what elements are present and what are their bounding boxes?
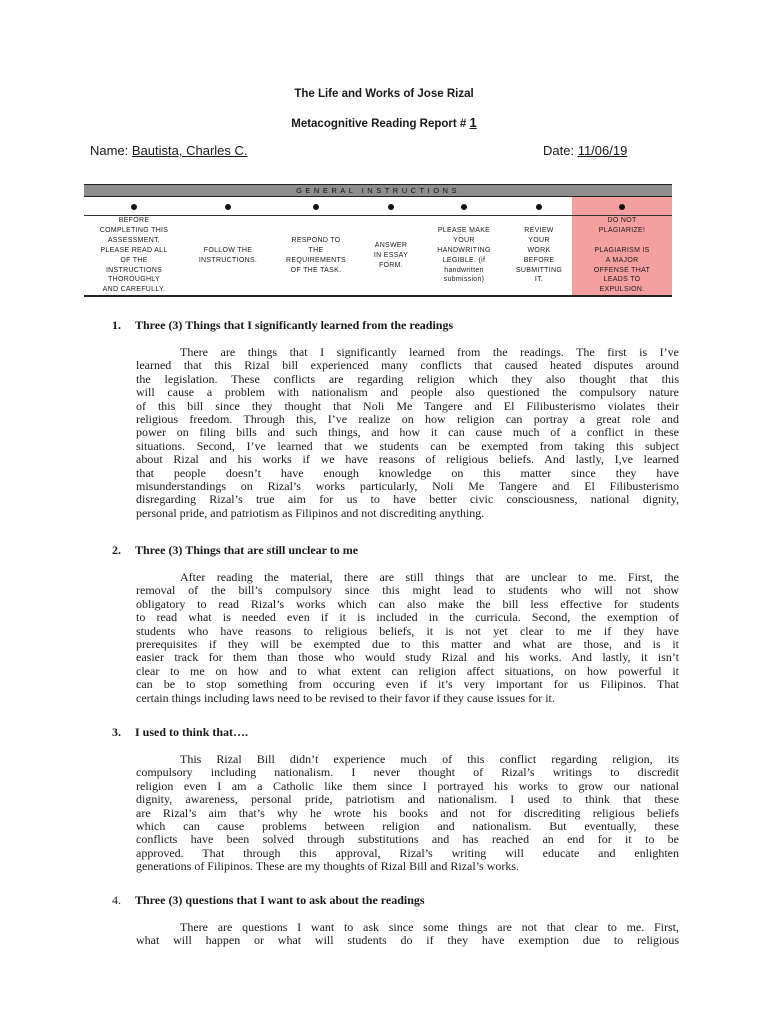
instruction-line: YOUR	[528, 236, 550, 244]
instruction-line: DO NOT	[607, 217, 637, 224]
paragraph-line: to read what is needed even if it is included in the curricula. Second, the exemption of	[136, 610, 679, 625]
paragraph-line: easier track for them than those who would study Rizal and his works. And lastly, it isn’t	[136, 650, 679, 665]
instructions-header: GENERAL INSTRUCTIONS	[84, 185, 672, 197]
instruction-4	[360, 216, 422, 297]
section-number: 2.	[112, 543, 121, 557]
instruction-line: INSTRUCTIONS	[105, 266, 163, 274]
instruction-bullet	[184, 197, 272, 216]
instruction-bullet	[84, 197, 184, 216]
paragraph-line: misunderstandings on Rizal’s works particularly, Noli Me Tangere and El Filibusterismo	[136, 478, 679, 493]
paragraph-line: compulsory including nationalism. I never thought of Rizal’s writings to discredit	[136, 765, 679, 780]
number-7-icon	[619, 204, 625, 210]
paragraph-line: will cause a problem with nationalism and people also questioned the compulsory nature	[136, 385, 679, 400]
paragraph-line: can be to stop something from occuring even if it’s very important for us Filipinos. That	[136, 677, 679, 692]
paragraph-line: religion even I am a Catholic like them since I portrayed his works to grow our national	[136, 778, 679, 793]
instruction-line: PLEASE READ ALL	[100, 246, 168, 254]
instruction-line: SUBMITTING	[515, 266, 563, 274]
paragraph-line: what will happen or what will students do if they have exemption due to religious	[136, 933, 679, 948]
paragraph-line: There are questions I want to ask since some things are not that clear to me. First,	[180, 920, 679, 934]
instruction-bullet	[422, 197, 506, 216]
instruction-line: OF THE	[120, 256, 148, 264]
section-heading-text: I used to think that….	[135, 725, 249, 739]
instruction-line: AND CAREFULLY.	[102, 286, 166, 294]
instruction-text-row	[84, 216, 672, 297]
instruction-bullet	[572, 197, 672, 216]
paragraph-line: certain things including laws need to be revised to their favor if they cause issues for it.	[136, 690, 555, 705]
section-number: 4.	[112, 893, 121, 907]
instruction-bullet	[506, 197, 572, 216]
general-instructions-table	[84, 184, 672, 297]
instruction-line: EXPULSION.	[599, 286, 645, 294]
date-field	[543, 143, 627, 158]
section-4-paragraph	[136, 921, 679, 948]
section-heading-text: Three (3) Things that I significantly learned from the readings	[135, 318, 454, 332]
instruction-line	[572, 236, 672, 246]
number-5-icon	[461, 204, 467, 210]
paragraph-line: which can cause problems between religion and nationalism. But eventually, these	[136, 818, 679, 833]
number-1-icon	[131, 204, 137, 210]
instruction-line: IT.	[534, 276, 544, 284]
instruction-line: REVIEW	[524, 226, 554, 234]
paragraph-line: personal pride, and patriotism as Filipinos and not discrediting anything.	[136, 505, 485, 520]
instruction-line: BEFORE	[118, 217, 150, 224]
instruction-line: BEFORE	[523, 256, 555, 264]
name-label: Name:	[90, 143, 132, 158]
instruction-line: FOLLOW THE	[203, 246, 253, 254]
paragraph-line: clear to me on how and to what extent can religion affect situations, on how powerful it	[136, 663, 679, 678]
section-number: 3.	[112, 725, 121, 739]
number-6-icon	[536, 204, 542, 210]
paragraph-line: that people doesn’t have enough knowledge on this matter since they have	[136, 465, 679, 480]
instruction-line: OF THE TASK.	[290, 266, 342, 274]
instruction-line: LEGIBLE. (if	[442, 256, 486, 264]
paragraph-line: conflicts have been solved through substitutions and has reached an end for it to be	[136, 832, 679, 847]
instruction-line: YOUR	[453, 236, 475, 244]
instruction-7	[572, 216, 672, 297]
paragraph-line: situations. Second, I’ve learned that we students can be exempted from taking this subject	[136, 438, 679, 453]
instruction-1	[84, 216, 184, 297]
paragraph-line: learned that this Rizal bill experienced many conflicts that caused heated disputes around	[136, 358, 679, 373]
paragraph-line: students who have reasons to religious beliefs, it is not yet clear to me if they have	[136, 623, 679, 638]
report-number: 1	[469, 115, 477, 130]
section-heading-text: Three (3) questions that I want to ask about the readings	[135, 893, 425, 907]
name-value: Bautista, Charles C.	[131, 143, 248, 158]
instruction-line: ANSWER	[374, 241, 408, 249]
instruction-line: RESPOND TO	[291, 236, 341, 244]
paragraph-line: of this bill since they thought that Noli Me Tangere and El Filibusterismo violates their	[136, 398, 679, 413]
document-title: The Life and Works of Jose Rizal	[294, 88, 474, 100]
number-2-icon	[225, 204, 231, 210]
instruction-line: handwritten	[444, 266, 484, 274]
paragraph-line: about Rizal and his works if we have reasons of religious beliefs. And lastly, I,ve learned	[136, 452, 679, 467]
instruction-bullet	[272, 197, 360, 216]
date-label: Date:	[543, 143, 578, 158]
section-heading-text: Three (3) Things that are still unclear to me	[135, 543, 359, 557]
paragraph-line: power on filing bills and such things, and how it can cause much of a conflict in these	[136, 425, 679, 440]
paragraph-line: generations of Filipinos. These are my thoughts of Rizal Bill and Rizal’s works.	[136, 859, 520, 874]
instruction-line: FORM.	[378, 261, 404, 269]
paragraph-line: After reading the material, there are still things that are unclear to me. First, the	[180, 570, 679, 584]
paragraph-line: dignity, awareness, personal pride, patriotism and nationalism. I used to think that these	[136, 792, 679, 807]
section-2-heading	[112, 543, 358, 558]
paragraph-line: prerequisites if they will be exempted due to this matter and what are those, and is it	[136, 636, 679, 651]
instruction-line: PLEASE MAKE	[437, 226, 491, 234]
instruction-line: THOROUGHLY	[108, 276, 160, 284]
instruction-line: COMPLETING THIS	[99, 226, 169, 234]
instruction-line: PLAGIARISM IS	[594, 246, 650, 254]
paragraph-line: removal of the bill’s compulsory since this might lead to students who will not show	[136, 583, 679, 598]
date-value: 11/06/19	[577, 143, 628, 158]
section-2-paragraph	[136, 571, 679, 705]
instruction-line: IN ESSAY	[373, 251, 409, 259]
report-label: Metacognitive Reading Report #	[291, 118, 470, 130]
section-1-paragraph	[136, 346, 679, 520]
instruction-line: PLAGIARIZE!	[598, 226, 646, 234]
instruction-line: submission)	[443, 276, 485, 284]
instruction-line: LEADS TO	[603, 276, 641, 284]
number-3-icon	[313, 204, 319, 210]
instruction-line: ASSESSMENT,	[107, 236, 161, 244]
instruction-bullet	[360, 197, 422, 216]
report-title	[0, 115, 768, 130]
paragraph-line: There are things that I significantly learned from the readings. The first is I’ve	[180, 345, 679, 359]
name-field	[90, 143, 248, 158]
instruction-line: OFFENSE THAT	[593, 266, 651, 274]
paragraph-line: This Rizal Bill didn’t experience much of this conflict regarding religion, its	[180, 752, 679, 766]
paragraph-line: disregarding Rizal’s true aim for us to have better civic consciousness, national dignity,	[136, 492, 679, 507]
instruction-line: WORK	[527, 246, 551, 254]
section-4-heading	[112, 893, 425, 908]
instruction-line: INSTRUCTIONS.	[198, 256, 258, 264]
section-1-heading	[112, 318, 453, 333]
paragraph-line: obligatory to read Rizal’s works which can also make the bill less effective for students	[136, 596, 679, 611]
instruction-line: A MAJOR	[605, 256, 639, 264]
instruction-number-row	[84, 197, 672, 216]
paragraph-line: the legislation. These conflicts are regarding religion which they also thought that this	[136, 371, 679, 386]
number-4-icon	[388, 204, 394, 210]
instruction-3	[272, 216, 360, 297]
section-number: 1.	[112, 318, 121, 332]
instruction-line: REQUIREMENTS	[286, 256, 346, 264]
instruction-line: THE	[308, 246, 324, 254]
paragraph-line: religious freedom. Through this, I’ve realize on how religion can portray a great role and	[136, 411, 679, 426]
paragraph-line: approved. That through this approval, Rizal’s writing will educate and enlighten	[136, 845, 679, 860]
instruction-6	[506, 216, 572, 297]
section-3-paragraph	[136, 753, 679, 874]
instruction-line: HANDWRITING	[437, 246, 491, 254]
paragraph-line: are Rizal’s aim that’s why he wrote his books and not for discrediting religious beliefs	[136, 805, 679, 820]
instruction-5	[422, 216, 506, 297]
section-3-heading	[112, 725, 248, 740]
instruction-2	[184, 216, 272, 297]
